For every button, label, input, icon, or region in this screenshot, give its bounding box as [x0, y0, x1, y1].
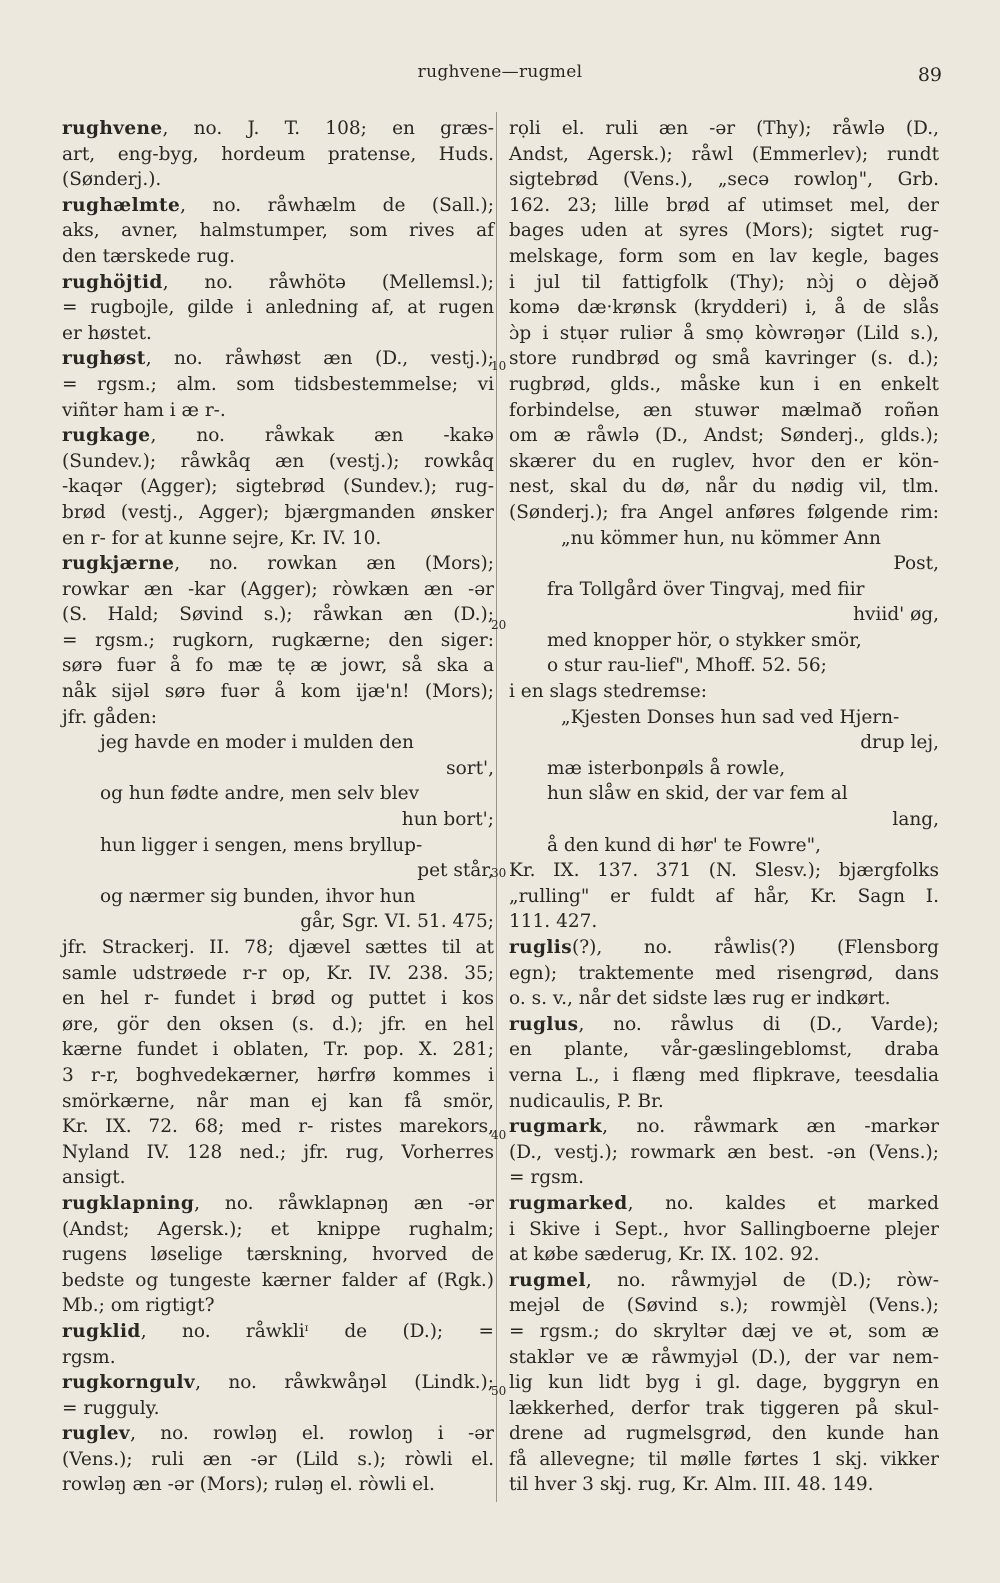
headword: rugmarked: [509, 1192, 628, 1214]
left-column-line: bedste og tungeste kærner falder af (Rgk.): [62, 1269, 494, 1291]
right-column-line: sigtebrød (Vens.), „secə rowloŋ", Grb.: [509, 169, 939, 191]
headword: ruglev: [62, 1423, 131, 1445]
headword: rughvene: [62, 118, 163, 139]
left-column-line: rugkage, no. råwkak æn -kakə: [62, 425, 494, 447]
right-column-line: 111. 427.: [509, 911, 598, 933]
right-column-line: mejəl de (Søvind s.); rowmjèl (Vens.);: [509, 1295, 939, 1317]
right-column-line: melskage, form som en lav kegle, bages: [509, 245, 939, 267]
headword: rugmark: [509, 1116, 603, 1138]
right-column-line: o. s. v., når det sidste læs rug er indkørt.: [509, 988, 891, 1010]
line-number: 20: [491, 618, 507, 632]
left-column-line: rowkar æn -kar (Agger); ròwkæn æn -ər: [62, 578, 494, 600]
left-column-line: og nærmer sig bunden, ihvor hun: [100, 885, 416, 907]
left-column-line: en hel r- fundet i brød og puttet i kos: [62, 988, 494, 1010]
column-divider: [496, 112, 497, 1502]
left-column-line: rughöjtid, no. råwhötə (Mellemsl.);: [62, 271, 494, 293]
right-column-line: 162. 23; lille brød af utimset mel, der: [509, 194, 939, 216]
left-column-line: aks, avner, halmstumper, som rives af: [62, 220, 494, 242]
right-column-line: „nu kömmer hun, nu kömmer Ann: [561, 527, 881, 549]
left-column-line: samle udstrøede r-r op, Kr. IV. 238. 35;: [62, 962, 494, 984]
left-column-line: (S. Hald; Søvind s.); råwkan æn (D.);: [62, 604, 494, 626]
right-column-line: i en slags stedremse:: [509, 681, 707, 703]
right-column-line: = rgsm.; do skryltər dæj ve ət, som æ: [509, 1320, 939, 1342]
left-column: [62, 116, 494, 1498]
left-column-line: hun bort';: [401, 809, 494, 831]
left-column-line: hun ligger i sengen, mens bryllup-: [100, 834, 423, 856]
right-column-line: en plante, vår-gæslingeblomst, draba: [509, 1039, 939, 1061]
headword: rughøst: [62, 348, 146, 370]
left-column-line: jfr. gåden:: [62, 706, 157, 728]
right-column-line: Andst, Agersk.); råwl (Emmerlev); rundt: [509, 143, 939, 165]
right-column-line: store rundbrød og små kavringer (s. d.);: [509, 348, 939, 370]
running-title: rughvene—rugmel: [417, 62, 583, 82]
right-column-line: ruglus, no. råwlus di (D., Varde);: [509, 1013, 939, 1035]
right-column-line: „rulling" er fuldt af hår, Kr. Sagn I.: [509, 885, 939, 907]
headword: rugkjærne: [62, 553, 175, 575]
left-column-line: viñtər ham i æ r-.: [62, 399, 226, 421]
left-column-line: rughælmte, no. råwhælm de (Sall.);: [62, 194, 494, 216]
line-number: 40: [491, 1128, 507, 1142]
right-column-line: = rgsm.: [509, 1167, 584, 1189]
right-column-line: om æ råwlə (D., Andst; Sønderj., glds.);: [509, 425, 939, 447]
left-column-line: nåk sijəl sørə fuər å kom ijæ'n! (Mors);: [62, 681, 494, 703]
page-header: [0, 62, 1000, 88]
left-column-line: (Sønderj.).: [62, 169, 162, 191]
left-column-line: rughvene, no. J. T. 108; en græs-: [62, 118, 494, 139]
left-column-line: = rugguly.: [62, 1397, 160, 1419]
right-column-line: hun slåw en skid, der var fem al: [547, 783, 848, 805]
left-column-line: en r- for at kunne sejre, Kr. IV. 10.: [62, 527, 382, 549]
headword: rugklapning: [62, 1192, 195, 1214]
left-column-line: smörkærne, når man ej kan få smör,: [62, 1090, 494, 1112]
right-column-line: rugmarked, no. kaldes et marked: [509, 1192, 939, 1214]
left-column-line: = rgsm.; alm. som tidsbestemmelse; vi: [62, 373, 494, 395]
headword: ruglus: [509, 1013, 579, 1035]
left-column-line: og hun fødte andre, men selv blev: [100, 783, 420, 805]
left-column-line: rugklid, no. råwkliᶦ de (D.); =: [62, 1320, 494, 1342]
right-column-line: nest, skal du dø, når du nødig vil, tlm.: [509, 476, 939, 498]
left-column-line: går, Sgr. VI. 51. 475;: [300, 911, 494, 933]
right-column: [509, 116, 939, 1498]
headword: rughælmte: [62, 194, 181, 216]
right-column-line: med knopper hör, o stykker smör,: [547, 629, 862, 651]
right-column-line: mæ isterbonpøls å rowle,: [547, 757, 786, 779]
left-column-line: Mb.; om rigtigt?: [62, 1295, 215, 1317]
right-column-line: Post,: [893, 553, 939, 575]
right-column-line: Kr. IX. 137. 371 (N. Slesv.); bjærgfolks: [509, 860, 939, 882]
right-column-line: „Kjesten Donses hun sad ved Hjern-: [561, 706, 900, 728]
left-column-line: sørə fuər å fo mæ tẹ æ jowr, så ska a: [62, 655, 494, 677]
left-column-line: ruglev, no. rowləŋ el. rowloŋ i -ər: [62, 1423, 494, 1445]
right-column-line: i Skive i Sept., hvor Sallingboerne plejer: [509, 1218, 939, 1240]
left-column-line: rugkorngulv, no. råwkwåŋəl (Lindk.);: [62, 1372, 494, 1394]
headword: rugmel: [509, 1269, 586, 1291]
left-column-line: Kr. IX. 72. 68; med r- ristes marekors,: [62, 1116, 494, 1138]
right-column-line: hviid' øg,: [853, 604, 939, 626]
headword: rugkage: [62, 425, 151, 447]
right-column-line: skærer du en ruglev, hvor den er kön-: [509, 450, 939, 472]
left-column-line: 3 r-r, boghvedekærner, hørfrø kommes i: [62, 1064, 494, 1086]
left-column-line: rowləŋ æn -ər (Mors); ruləŋ el. ròwli el.: [62, 1474, 435, 1496]
right-column-line: rugmark, no. råwmark æn -markər: [509, 1116, 939, 1138]
right-column-line: verna L., i flæng med flipkrave, teesdalia: [509, 1064, 939, 1086]
right-column-line: o stur rau-lief", Mhoff. 52. 56;: [547, 655, 827, 677]
right-column-line: (Sønderj.); fra Angel anføres følgende rim:: [509, 501, 939, 523]
left-column-line: (Vens.); ruli æn -ər (Lild s.); ròwli el.: [62, 1448, 494, 1470]
left-column-line: rugkjærne, no. rowkan æn (Mors);: [62, 553, 494, 575]
left-column-line: rugens løselige tærskning, hvorved de: [62, 1244, 494, 1266]
right-column-line: rugbrød, glds., måske kun i en enkelt: [509, 373, 939, 395]
headword: ruglis: [509, 937, 573, 958]
line-number: 50: [491, 1384, 507, 1398]
right-column-line: få allevegne; til mølle førtes 1 skj. vikker: [509, 1448, 939, 1470]
left-column-line: Nyland IV. 128 ned.; jfr. rug, Vorherres: [62, 1141, 494, 1163]
left-column-line: rugklapning, no. råwklapnəŋ æn -ər: [62, 1192, 494, 1214]
left-column-line: -kaqər (Agger); sigtebrød (Sundev.); rug-: [62, 476, 494, 498]
left-column-line: = rugbojle, gilde i anledning af, at rugen: [62, 297, 494, 319]
right-column-line: bages uden at syres (Mors); sigtet rug-: [509, 220, 939, 242]
right-column-line: lig kun lidt byg i gl. dage, byggryn en: [509, 1372, 939, 1394]
headword: rugklid: [62, 1320, 141, 1342]
right-column-line: drup lej,: [860, 732, 939, 754]
right-column-line: at købe sæderug, Kr. IX. 102. 92.: [509, 1244, 820, 1266]
left-column-line: brød (vestj., Agger); bjærgmanden ønsker: [62, 501, 494, 523]
right-column-line: staklər ve æ råwmyjəl (D.), der var nem-: [509, 1346, 939, 1368]
left-column-line: art, eng-byg, hordeum pratense, Huds.: [62, 143, 494, 165]
left-column-line: jeg havde en moder i mulden den: [100, 732, 414, 754]
right-column-line: drene ad rugmelsgrød, den kunde han: [509, 1423, 939, 1445]
left-column-line: kærne fundet i oblaten, Tr. pop. X. 281;: [62, 1039, 494, 1061]
right-column-line: ɔ̀p i stụər ruliər å smọ kòwrəŋər (Lild s.),: [509, 322, 939, 344]
right-column-line: komə dæ·krønsk (krydderi) i, å de slås: [509, 297, 939, 319]
right-column-line: forbindelse, æn stuwər mælmað roñən: [509, 399, 939, 421]
left-column-line: (Andst; Agersk.); et knippe rughalm;: [62, 1218, 494, 1240]
right-column-line: (D., vestj.); rowmark æn best. -ən (Vens.);: [509, 1141, 939, 1163]
left-column-line: = rgsm.; rugkorn, rugkærne; den siger:: [62, 629, 494, 651]
left-column-line: jfr. Strackerj. II. 78; djævel sættes til at: [62, 937, 494, 958]
line-number: 30: [491, 866, 507, 880]
right-column-line: ruglis(?), no. råwlis(?) (Flensborg: [509, 937, 939, 958]
right-column-line: egn); traktemente med risengrød, dans: [509, 962, 939, 984]
left-column-line: ansigt.: [62, 1167, 126, 1189]
right-column-line: lang,: [892, 809, 939, 831]
right-column-line: fra Tollgård över Tingvaj, med fiir: [547, 578, 865, 600]
headword: rughöjtid: [62, 271, 163, 293]
right-column-line: i jul til fattigfolk (Thy); nɔ̀j o dèjəð: [509, 271, 939, 293]
left-column-line: rgsm.: [62, 1346, 116, 1368]
left-column-line: pet står,: [417, 860, 494, 882]
left-column-line: (Sundev.); råwkåq æn (vestj.); rowkåq: [62, 450, 494, 472]
right-column-line: å den kund di hør' te Fowre",: [547, 834, 822, 856]
left-column-line: sort',: [446, 757, 494, 779]
right-column-line: rugmel, no. råwmyjəl de (D.); ròw-: [509, 1269, 939, 1291]
left-column-line: er høstet.: [62, 322, 152, 344]
right-column-line: nudicaulis, P. Br.: [509, 1090, 664, 1112]
line-number: 10: [491, 359, 507, 373]
left-column-line: rughøst, no. råwhøst æn (D., vestj.);: [62, 348, 494, 370]
left-column-line: den tærskede rug.: [62, 245, 236, 267]
headword: rugkorngulv: [62, 1372, 196, 1394]
right-column-line: til hver 3 skj. rug, Kr. Alm. III. 48. 149.: [509, 1474, 874, 1496]
right-column-line: lækkerhed, derfor trak tiggeren på skul-: [509, 1397, 939, 1419]
page-number: 89: [917, 64, 942, 86]
right-column-line: rọli el. ruli æn -ər (Thy); råwlə (D.,: [509, 118, 939, 139]
left-column-line: øre, gör den oksen (s. d.); jfr. en hel: [62, 1013, 494, 1035]
